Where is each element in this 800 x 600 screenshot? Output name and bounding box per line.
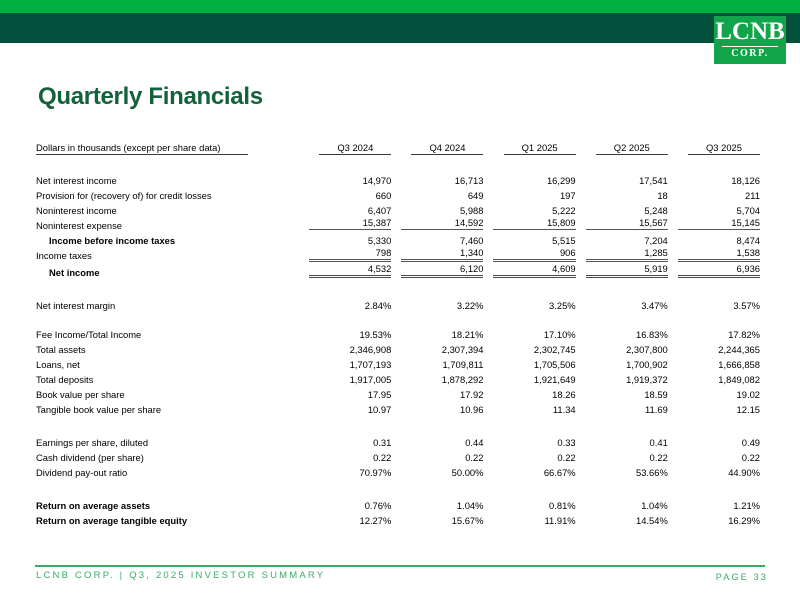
logo-divider-rule — [722, 46, 778, 47]
page-title: Quarterly Financials — [38, 83, 263, 110]
row-value: 17.92 — [460, 389, 484, 400]
row-value: 1,285 — [586, 246, 678, 261]
row-value: 1,700,902 — [626, 359, 668, 370]
table-row — [35, 171, 770, 186]
row-value: 17,541 — [639, 175, 668, 186]
header-bar-dark — [0, 13, 800, 43]
row-value: 0.22 — [465, 452, 484, 463]
row-label: Noninterest income — [36, 205, 117, 216]
row-label: Return on average assets — [36, 500, 151, 511]
row-label: Total deposits — [36, 374, 94, 385]
row-value: 5,222 — [552, 205, 576, 216]
row-value: 0.76% — [364, 500, 392, 511]
row-value: 2,307,394 — [441, 344, 484, 355]
row-value: 4,532 — [309, 261, 401, 278]
row-value: 3.57% — [733, 300, 760, 311]
column-header-q1-2025: Q1 2025 — [493, 138, 585, 157]
row-label: Net income — [49, 267, 100, 278]
row-value: 2,346,908 — [349, 344, 392, 355]
row-value: 1,919,372 — [626, 374, 668, 385]
table-row — [35, 433, 770, 448]
footer-divider-rule — [35, 565, 765, 567]
table-row — [35, 186, 770, 201]
table-row — [35, 400, 770, 415]
row-value: 18 — [657, 190, 668, 201]
row-value: 5,330 — [367, 235, 392, 246]
row-value: 0.33 — [557, 437, 576, 448]
table-row — [35, 385, 770, 400]
row-value: 649 — [467, 190, 484, 201]
row-value: 16,713 — [454, 175, 484, 186]
table-row — [35, 296, 770, 311]
row-value: 4,609 — [493, 261, 585, 278]
row-value: 15.67% — [451, 515, 484, 526]
row-value: 1,666,858 — [718, 359, 760, 370]
row-label: Earnings per share, diluted — [36, 437, 149, 448]
table-row — [35, 463, 770, 478]
row-label: Income taxes — [36, 250, 92, 261]
row-value: 1,849,082 — [718, 374, 760, 385]
row-value: 7,460 — [460, 235, 484, 246]
row-value: 0.41 — [649, 437, 668, 448]
header-bar-bright — [0, 0, 800, 13]
row-value: 15,809 — [493, 216, 585, 231]
row-value: 0.22 — [649, 452, 668, 463]
row-value: 660 — [375, 190, 392, 201]
table-row — [35, 496, 770, 511]
row-value: 10.97 — [367, 404, 392, 415]
row-label: Net interest margin — [36, 300, 116, 311]
spacer-row — [35, 478, 770, 496]
table-header-units-label: Dollars in thousands (except per share data) — [35, 138, 309, 157]
row-value: 5,248 — [644, 205, 668, 216]
row-label: Fee Income/Total Income — [36, 329, 142, 340]
row-value: 211 — [745, 190, 760, 201]
row-value: 906 — [493, 246, 585, 261]
row-label: Net interest income — [36, 175, 117, 186]
column-header-q3-2025: Q3 2025 — [678, 138, 770, 157]
row-value: 0.44 — [465, 437, 484, 448]
row-value: 197 — [559, 190, 576, 201]
table-row — [35, 355, 770, 370]
row-value: 18.21% — [451, 329, 484, 340]
row-value: 1.04% — [456, 500, 484, 511]
row-value: 18.26 — [552, 389, 576, 400]
row-value: 44.90% — [728, 467, 760, 478]
row-value: 2.84% — [364, 300, 392, 311]
row-value: 1.04% — [641, 500, 668, 511]
lcnb-corp-logo — [714, 16, 786, 64]
quarterly-financials-table — [35, 138, 770, 526]
table-row — [35, 261, 770, 278]
row-value: 1,340 — [401, 246, 493, 261]
row-value: 1,878,292 — [441, 374, 484, 385]
column-header-q4-2024: Q4 2024 — [401, 138, 493, 157]
spacer-row — [35, 278, 770, 296]
row-value: 1,709,811 — [442, 359, 484, 370]
row-label: Book value per share — [36, 389, 125, 400]
row-value: 12.15 — [736, 404, 760, 415]
table-row — [35, 325, 770, 340]
row-value: 53.66% — [635, 467, 668, 478]
footer-caption: LCNB CORP. | Q3, 2025 INVESTOR SUMMARY — [36, 570, 326, 581]
row-value: 1,707,193 — [349, 359, 392, 370]
row-value: 2,302,745 — [533, 344, 576, 355]
row-value: 15,387 — [309, 216, 401, 231]
table-row — [35, 246, 770, 261]
row-value: 11.69 — [645, 404, 668, 415]
row-value: 11.34 — [552, 404, 576, 415]
row-value: 5,988 — [460, 205, 484, 216]
row-label: Total assets — [36, 344, 86, 355]
row-value: 70.97% — [359, 467, 392, 478]
row-label: Provision for (recovery of) for credit losses — [36, 190, 212, 201]
row-value: 1,921,649 — [533, 374, 576, 385]
table-row — [35, 231, 770, 246]
row-value: 6,936 — [678, 261, 770, 278]
row-value: 10.96 — [460, 404, 484, 415]
row-value: 3.47% — [641, 300, 668, 311]
table-row — [35, 216, 770, 231]
row-value: 2,244,365 — [718, 344, 760, 355]
row-value: 0.22 — [373, 452, 392, 463]
row-label: Dividend pay-out ratio — [36, 467, 128, 478]
row-value: 11.91% — [544, 515, 576, 526]
row-value: 6,407 — [367, 205, 392, 216]
row-value: 0.31 — [373, 437, 392, 448]
row-value: 16.83% — [635, 329, 668, 340]
row-value: 18,126 — [731, 175, 760, 186]
row-value: 16.29% — [728, 515, 760, 526]
row-value: 15,567 — [586, 216, 678, 231]
column-header-q3-2024: Q3 2024 — [309, 138, 401, 157]
logo-subtext: CORP. — [731, 48, 769, 59]
row-value: 1,917,005 — [349, 374, 392, 385]
row-value: 19.53% — [359, 329, 392, 340]
table-row — [35, 370, 770, 385]
logo-wordmark: LCNB — [715, 18, 785, 45]
row-label: Income before income taxes — [49, 235, 176, 246]
row-value: 17.10% — [543, 329, 576, 340]
spacer-row — [35, 311, 770, 325]
row-value: 6,120 — [401, 261, 493, 278]
row-label: Cash dividend (per share) — [36, 452, 144, 463]
row-value: 16,299 — [546, 175, 576, 186]
row-value: 1,705,506 — [533, 359, 576, 370]
row-value: 5,704 — [736, 205, 760, 216]
row-label: Tangible book value per share — [36, 404, 162, 415]
row-value: 0.49 — [741, 437, 760, 448]
table-header-row — [35, 138, 770, 157]
row-label: Loans, net — [36, 359, 80, 370]
row-label: Return on average tangible equity — [36, 515, 188, 526]
row-value: 3.25% — [549, 300, 576, 311]
row-value: 17.95 — [367, 389, 392, 400]
row-value: 19.02 — [736, 389, 760, 400]
row-value: 66.67% — [543, 467, 576, 478]
row-value: 14.54% — [635, 515, 668, 526]
row-value: 2,307,800 — [626, 344, 668, 355]
row-value: 0.81% — [549, 500, 576, 511]
footer-page-number: PAGE 33 — [715, 572, 768, 582]
row-value: 14,592 — [401, 216, 493, 231]
row-value: 8,474 — [736, 235, 760, 246]
row-value: 17.82% — [728, 329, 760, 340]
table-row — [35, 340, 770, 355]
spacer-row — [35, 157, 770, 171]
row-value: 1,538 — [678, 246, 770, 261]
row-value: 15,145 — [678, 216, 770, 231]
row-value: 0.22 — [741, 452, 760, 463]
row-value: 18.59 — [644, 389, 668, 400]
row-value: 50.00% — [451, 467, 484, 478]
column-header-q2-2025: Q2 2025 — [586, 138, 678, 157]
spacer-row — [35, 415, 770, 433]
row-label: Noninterest expense — [36, 220, 122, 231]
row-value: 1.21% — [733, 500, 760, 511]
table-row — [35, 511, 770, 526]
row-value: 14,970 — [362, 175, 392, 186]
row-value: 3.22% — [456, 300, 484, 311]
row-value: 7,204 — [644, 235, 668, 246]
row-value: 5,919 — [586, 261, 678, 278]
table-row — [35, 448, 770, 463]
row-value: 0.22 — [557, 452, 576, 463]
row-value: 798 — [309, 246, 401, 261]
row-value: 5,515 — [552, 235, 576, 246]
row-value: 12.27% — [359, 515, 392, 526]
table-row — [35, 201, 770, 216]
